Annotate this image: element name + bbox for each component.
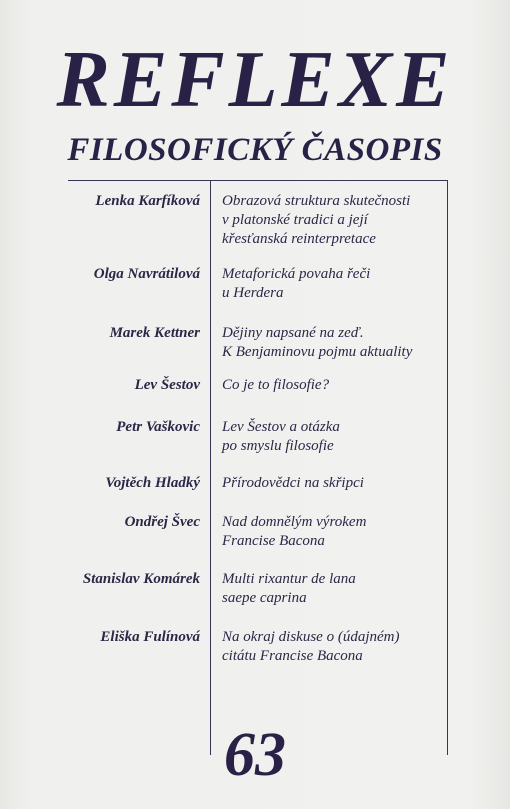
toc-article-title: Dějiny napsané na zeď. K Benjaminovu pojmu aktuality bbox=[222, 325, 413, 360]
toc-article-title: Na okraj diskuse o (údajném) citátu Francise Bacona bbox=[222, 629, 400, 664]
toc-article-title: Obrazová struktura skutečnosti v platonské tradici a její křesťanská reinterpretace bbox=[222, 193, 411, 247]
toc-article-title: Nad domnělým výrokem Francise Bacona bbox=[222, 514, 367, 549]
toc-author: Olga Navrátilová bbox=[93, 266, 200, 282]
toc-article-title: Co je to filosofie? bbox=[222, 377, 330, 393]
toc-author: Marek Kettner bbox=[109, 325, 200, 341]
column-divider bbox=[210, 180, 211, 755]
divider-rule-right bbox=[228, 180, 448, 181]
toc-article-title: Lev Šestov a otázka po smyslu filosofie bbox=[222, 419, 340, 454]
toc-article-title: Metaforická povaha řeči u Herdera bbox=[222, 266, 371, 301]
toc-author: Lenka Karfíková bbox=[95, 193, 200, 209]
divider-rule-left bbox=[68, 180, 228, 181]
right-border-line bbox=[447, 180, 448, 755]
journal-subtitle: FILOSOFICKÝ ČASOPIS bbox=[67, 132, 443, 168]
toc-author: Lev Šestov bbox=[134, 377, 200, 393]
toc-article-title: Přírodovědci na skřipci bbox=[222, 475, 364, 491]
toc-author: Petr Vaškovic bbox=[116, 419, 200, 435]
toc-author: Vojtěch Hladký bbox=[105, 475, 200, 491]
toc-author: Stanislav Komárek bbox=[82, 571, 200, 587]
journal-title: REFLEXE bbox=[56, 36, 454, 124]
toc-author: Eliška Fulínová bbox=[100, 629, 200, 645]
issue-number: 63 bbox=[224, 721, 286, 789]
toc-author: Ondřej Švec bbox=[124, 514, 200, 530]
toc-article-title: Multi rixantur de lana saepe caprina bbox=[222, 571, 356, 606]
